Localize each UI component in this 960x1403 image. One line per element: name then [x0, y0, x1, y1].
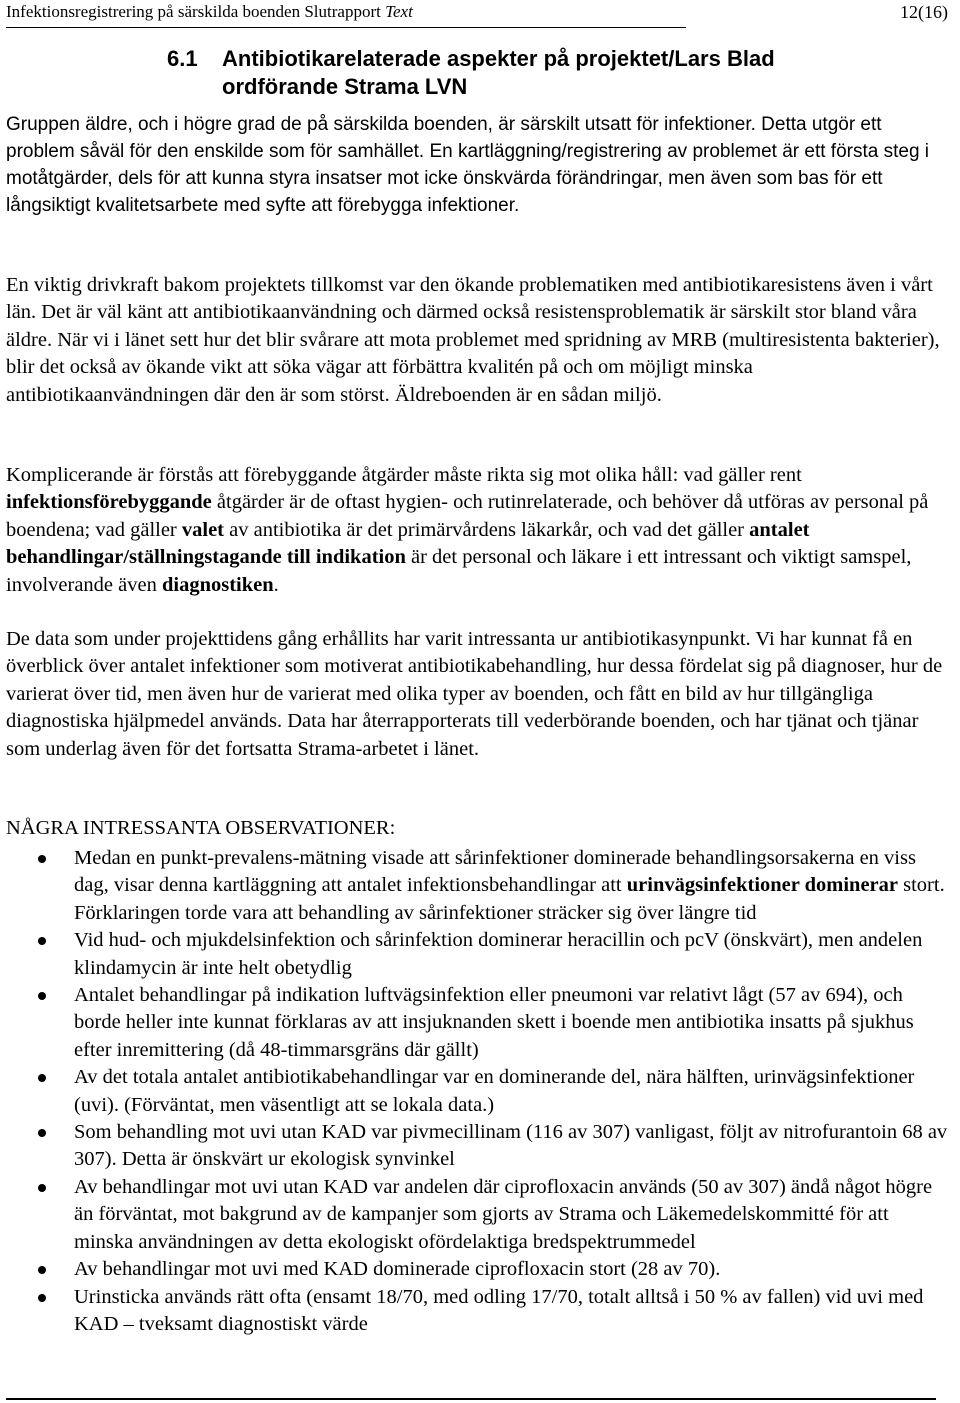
list-item	[0, 982, 950, 1064]
bullet-icon	[38, 1184, 46, 1192]
section-heading-line1: Antibiotikarelaterade aspekter på projektet/Lars Blad	[222, 46, 775, 71]
section-heading	[167, 45, 927, 101]
bullet-icon	[38, 1266, 46, 1274]
paragraph-3-bold: valet	[181, 518, 225, 541]
paragraph-4: De data som under projekttidens gång erhållits har varit intressanta ur antibiotikasynpunkt. Vi har kunnat få en överblick över antalet infektioner som motiverat antibiotikabehandling, hur dessa fördelat sig på diagnoser, hur de varierat över tid, men även hur de varierat med olika typer av boenden, och fått en bild av hur tillgängliga diagnostiska hjälpmedel används. Data har återrapporterats till vederbörande boenden, och har tjänat och tjänar som underlag även för det fortsatta Strama-arbetet i länet.	[6, 628, 943, 760]
list-item	[0, 1174, 950, 1256]
bullet-icon	[38, 855, 46, 863]
paragraph-3-text: åtgärder är de oftast hygien- och rutinrelaterade, och behöver då utföras av personal på boendena; vad gäller	[6, 491, 929, 541]
list-item-text: Av behandlingar mot uvi utan KAD var andelen där ciprofloxacin används (50 av 307) ändå något högre än förväntat, mot bakgrund av de kampanjer som gjorts av Strama och Läkemedelskommitté för att minska användningen av detta ekologiskt ofördelaktiga bredspektrummedel	[74, 1175, 933, 1253]
section-heading-line2: ordförande Strama LVN	[222, 74, 468, 99]
paragraph-1	[6, 111, 954, 219]
paragraph-3-text: .	[273, 573, 279, 596]
bullet-icon	[38, 937, 46, 945]
list-item	[0, 845, 950, 927]
paragraph-1-serif: En kartläggning/registrering av problemet är ett första steg i motåtgärder, dels för att kunna styra insatser mot icke önskvärda förändringar, men även som bas för ett långsiktigt kvalitetsarbete med syfte att förebygga infektioner.	[6, 141, 930, 216]
header-title-italic: Text	[385, 2, 413, 21]
list-item-text: Medan en punkt-prevalens-mätning visade att sårinfektioner dominerade behandlingsorsakerna en viss dag, visar denna kartläggning att antalet infektionsbehandlingar att	[74, 847, 916, 897]
bullet-icon	[38, 1129, 46, 1137]
list-item-text: Av det totala antalet antibiotikabehandlingar var en dominerande del, nära hälften, urinvägsinfektioner (uvi). (Förväntat, men väsentligt att se lokala data.)	[74, 1066, 915, 1116]
list-item-text: Som behandling mot uvi utan KAD var pivmecillinam (116 av 307) vanligast, följt av nitrofurantoin 68 av 307). Detta är önskvärt ur ekologisk synvinkel	[74, 1121, 948, 1171]
footer-rule	[6, 1398, 936, 1400]
list-item	[0, 927, 950, 982]
list-item-text: Av behandlingar mot uvi med KAD dominerade ciprofloxacin stort (28 av 70).	[74, 1258, 721, 1281]
list-item-bold: urinvägsinfektioner dominerar	[626, 874, 898, 897]
list-item-text: Vid hud- och mjukdelsinfektion och sårinfektion dominerar heracillin och pcV (önskvärt), men andelen klindamycin är inte helt obetydlig	[74, 929, 923, 979]
paragraph-2	[6, 272, 954, 409]
paragraph-3-text: av antibiotika är det primärvårdens läkarkår, och vad det gäller	[224, 518, 750, 541]
bullet-icon	[38, 1294, 46, 1302]
list-item	[0, 1119, 950, 1174]
bullet-icon	[38, 992, 46, 1000]
paragraph-3-bold: infektionsförebyggande	[6, 491, 212, 514]
bullet-icon	[38, 1074, 46, 1082]
list-item-text: Urinsticka används rätt ofta (ensamt 18/70, med odling 17/70, totalt alltså i 50 % av fallen) vid uvi med KAD – tveksamt diagnostiskt värde	[74, 1285, 924, 1335]
header-title-text: Infektionsregistrering på särskilda boenden Slutrapport	[6, 2, 381, 21]
observations-list	[0, 845, 950, 1338]
page-header	[6, 0, 948, 26]
list-item-text: Antalet behandlingar på indikation luftvägsinfektion eller pneumoni var relativt lågt (57 av 694), och borde heller inte kunnat förklaras av att insjuknanden skett i boende men antibiotika insatts på sjukhus efter inremittering (då 48-timmarsgräns där gällt)	[74, 984, 914, 1061]
page-number: 12(16)	[900, 2, 948, 22]
paragraph-3-bold: diagnostiken	[161, 573, 274, 596]
paragraph-1-sans: Gruppen äldre, och i högre grad de på särskilda boenden, är särskilt utsatt för infektioner. Detta utgör ett problem såväl för den enskilde som för samhället.	[6, 114, 882, 162]
list-item	[0, 1256, 950, 1283]
observations-title: NÅGRA INTRESSANTA OBSERVATIONER:	[6, 817, 396, 839]
paragraph-3-bold: antalet behandlingar/ställningstagande till indikation	[6, 518, 810, 569]
paragraph-3-text: är det personal och läkare i ett intressant och viktigt samspel, involverande även	[6, 546, 912, 596]
paragraph-3-text: Komplicerande är förstås att förebyggande åtgärder måste rikta sig mot olika håll: vad gäller rent	[6, 464, 802, 486]
paragraph-2-part1: En viktig drivkraft bakom projektets tillkomst var den ökande problematiken med antibiotikaresistens även i vårt län.	[6, 274, 933, 324]
paragraph-2-part2: Det är väl känt att antibiotikaanvändning och därmed också resistensproblematik är särskilt stor bland våra äldre. När vi i länet sett hur det blir svårare att mota problemet med spridning av MRB (multiresistenta bakterier), blir det också av ökande vikt att söka vägar att förbättra kvalitén på och om möjligt minska antibiotikaanvändningen där den är som störst. Äldreboenden är en sådan miljö.	[6, 301, 940, 406]
section-number: 6.1	[167, 46, 198, 71]
header-title	[6, 2, 413, 22]
list-item-text: stort. Förklaringen torde vara att behandling av sårinfektioner sträcker sig över längre tid	[74, 874, 945, 924]
list-item	[0, 1284, 950, 1339]
header-rule	[6, 27, 686, 28]
paragraph-3	[6, 462, 954, 599]
list-item	[0, 1064, 950, 1119]
